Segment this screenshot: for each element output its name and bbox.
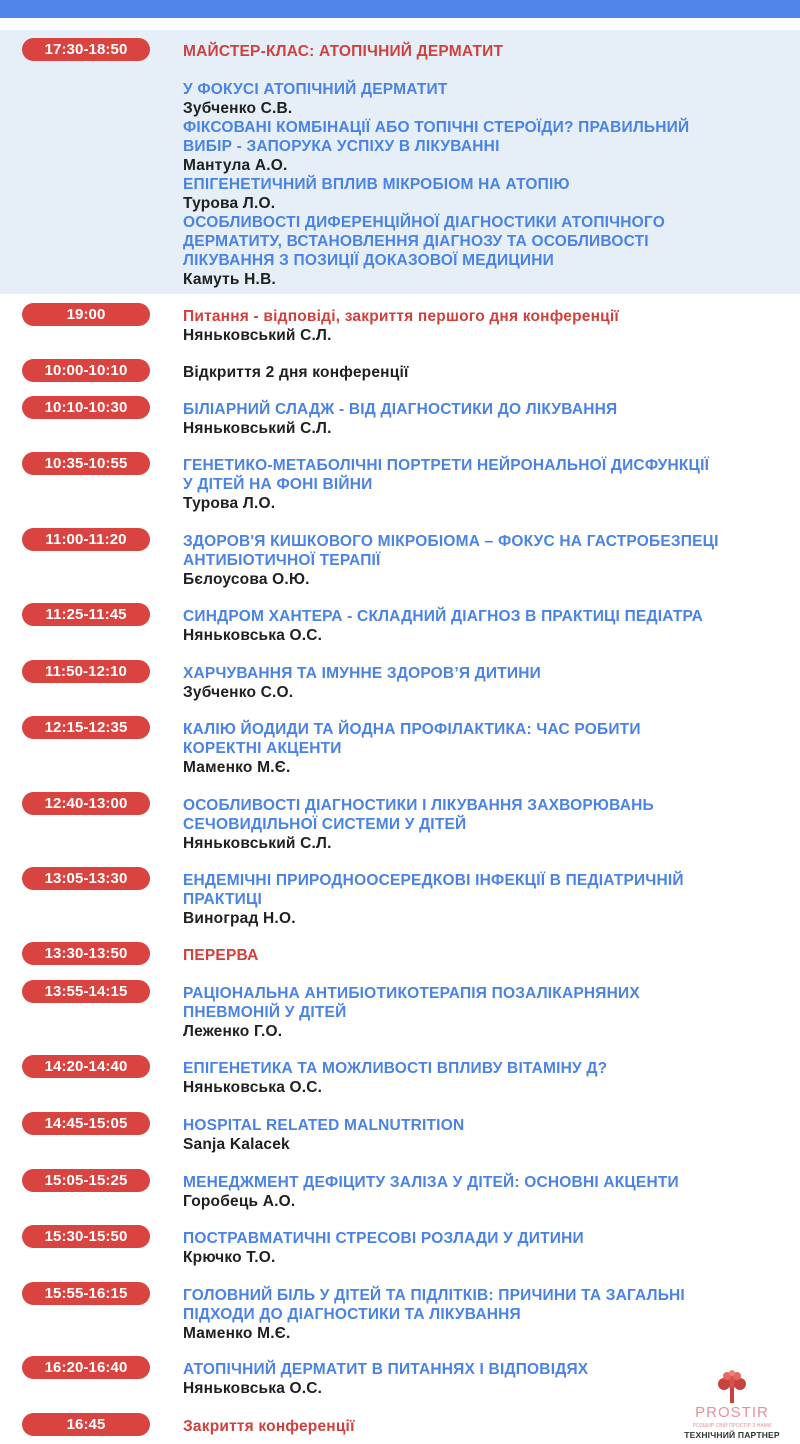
session-speaker: Няньковський С.Л. bbox=[183, 327, 332, 344]
talk-title: ФІКСОВАНІ КОМБІНАЦІЇ АБО ТОПІЧНІ СТЕРОЇДИ? ПРАВИЛЬНИЙ bbox=[183, 119, 690, 136]
session-title: КАЛІЮ ЙОДИДИ ТА ЙОДНА ПРОФІЛАКТИКА: ЧАС РОБИТИ bbox=[183, 721, 641, 738]
session-speaker: Маменко М.Є. bbox=[183, 759, 291, 776]
time-badge: 11:00-11:20 bbox=[22, 528, 150, 551]
session-title: МАЙСТЕР-КЛАС: АТОПІЧНИЙ ДЕРМАТИТ bbox=[183, 43, 504, 60]
session-speaker: Бєлоусова О.Ю. bbox=[183, 571, 310, 588]
session-speaker: Горобець А.О. bbox=[183, 1193, 296, 1210]
talk-title: ОСОБЛИВОСТІ ДИФЕРЕНЦІЙНОЇ ДІАГНОСТИКИ АТОПІЧНОГО bbox=[183, 214, 665, 231]
session-title: АТОПІЧНИЙ ДЕРМАТИТ В ПИТАННЯХ І ВІДПОВІДЯХ bbox=[183, 1361, 589, 1378]
session-title: ГЕНЕТИКО-МЕТАБОЛІЧНІ ПОРТРЕТИ НЕЙРОНАЛЬНОЇ ДИСФУНКЦІЇ bbox=[183, 457, 710, 474]
session-speaker: Турова Л.О. bbox=[183, 495, 276, 512]
session-item bbox=[183, 1173, 791, 1211]
session-title: ПОСТРАВМАТИЧНІ СТРЕСОВІ РОЗЛАДИ У ДИТИНИ bbox=[183, 1230, 584, 1247]
session-item bbox=[183, 1059, 791, 1097]
time-badge: 12:40-13:00 bbox=[22, 792, 150, 815]
session-title: СИНДРОМ ХАНТЕРА - СКЛАДНИЙ ДІАГНОЗ В ПРАКТИЦІ ПЕДІАТРА bbox=[183, 608, 704, 625]
session-title: ОСОБЛИВОСТІ ДІАГНОСТИКИ І ЛІКУВАННЯ ЗАХВОРЮВАНЬ bbox=[183, 797, 654, 814]
session-title: Питання - відповіді, закриття першого дня конференції bbox=[183, 308, 619, 325]
time-badge: 14:20-14:40 bbox=[22, 1055, 150, 1078]
time-badge: 10:35-10:55 bbox=[22, 452, 150, 475]
talk-speaker: Мантула А.О. bbox=[183, 157, 288, 174]
session-item bbox=[183, 1229, 791, 1267]
time-badge: 10:00-10:10 bbox=[22, 359, 150, 382]
time-badge: 14:45-15:05 bbox=[22, 1112, 150, 1135]
session-speaker: Няньковський С.Л. bbox=[183, 835, 332, 852]
talk-speaker: Зубченко С.В. bbox=[183, 100, 293, 117]
session-title: ГОЛОВНИЙ БІЛЬ У ДІТЕЙ ТА ПІДЛІТКІВ: ПРИЧИНИ ТА ЗАГАЛЬНІ bbox=[183, 1287, 685, 1304]
time-badge: 17:30-18:50 bbox=[22, 38, 150, 61]
session-title: КОРЕКТНІ АКЦЕНТИ bbox=[183, 740, 342, 757]
session-speaker: Няньковська О.С. bbox=[183, 1079, 323, 1096]
tree-logo-icon bbox=[712, 1370, 752, 1404]
technical-partner-label: ТЕХНІЧНИЙ ПАРТНЕР bbox=[684, 1430, 780, 1440]
session-masterclass bbox=[183, 42, 791, 289]
session-item bbox=[183, 946, 791, 965]
session-item bbox=[183, 363, 791, 382]
session-item bbox=[183, 607, 791, 645]
time-badge: 13:30-13:50 bbox=[22, 942, 150, 965]
time-badge: 15:30-15:50 bbox=[22, 1225, 150, 1248]
talk-speaker: Турова Л.О. bbox=[183, 195, 276, 212]
time-badge: 19:00 bbox=[22, 303, 150, 326]
session-title: У ДІТЕЙ НА ФОНІ ВІЙНИ bbox=[183, 476, 373, 493]
session-speaker: Леженко Г.О. bbox=[183, 1023, 283, 1040]
session-speaker: Виноград Н.О. bbox=[183, 910, 296, 927]
session-title: ХАРЧУВАННЯ ТА ІМУННЕ ЗДОРОВ’Я ДИТИНИ bbox=[183, 665, 542, 682]
session-title: ЗДОРОВ'Я КИШКОВОГО МІКРОБІОМА – ФОКУС НА ГАСТРОБЕЗПЕЦІ bbox=[183, 533, 719, 550]
session-speaker: Няньковська О.С. bbox=[183, 1380, 323, 1397]
session-speaker: Маменко М.Є. bbox=[183, 1325, 291, 1342]
session-speaker: Sanja Kalacek bbox=[183, 1136, 290, 1153]
time-badge: 16:45 bbox=[22, 1413, 150, 1436]
session-title: ПЕРЕРВА bbox=[183, 947, 259, 964]
time-badge: 15:05-15:25 bbox=[22, 1169, 150, 1192]
session-speaker: Крючко Т.О. bbox=[183, 1249, 276, 1266]
session-speaker: Няньковська О.С. bbox=[183, 627, 323, 644]
session-item bbox=[183, 796, 791, 853]
session-title: ЕНДЕМІЧНІ ПРИРОДНООСЕРЕДКОВІ ІНФЕКЦІЇ В ПЕДІАТРИЧНІЙ bbox=[183, 872, 684, 889]
time-badge: 15:55-16:15 bbox=[22, 1282, 150, 1305]
session-title: АНТИБІОТИЧНОЇ ТЕРАПІЇ bbox=[183, 552, 381, 569]
talk-title: ВИБІР - ЗАПОРУКА УСПІХУ В ЛІКУВАННІ bbox=[183, 138, 500, 155]
session-item bbox=[183, 456, 791, 513]
session-title: ПРАКТИЦІ bbox=[183, 891, 262, 908]
session-title: Відкриття 2 дня конференції bbox=[183, 364, 409, 381]
session-title: ПІДХОДИ ДО ДІАГНОСТИКИ ТА ЛІКУВАННЯ bbox=[183, 1306, 521, 1323]
session-title: HOSPITAL RELATED MALNUTRITION bbox=[183, 1117, 465, 1134]
session-item bbox=[183, 664, 791, 702]
time-badge: 11:25-11:45 bbox=[22, 603, 150, 626]
session-item bbox=[183, 532, 791, 589]
session-item bbox=[183, 1116, 791, 1154]
session-title: МЕНЕДЖМЕНТ ДЕФІЦИТУ ЗАЛІЗА У ДІТЕЙ: ОСНОВНІ АКЦЕНТИ bbox=[183, 1174, 679, 1191]
talk-title: У ФОКУСІ АТОПІЧНИЙ ДЕРМАТИТ bbox=[183, 81, 448, 98]
time-badge: 16:20-16:40 bbox=[22, 1356, 150, 1379]
session-title: БІЛІАРНИЙ СЛАДЖ - ВІД ДІАГНОСТИКИ ДО ЛІКУВАННЯ bbox=[183, 401, 618, 418]
talk-title: ЛІКУВАННЯ З ПОЗИЦІЇ ДОКАЗОВОЇ МЕДИЦИНИ bbox=[183, 252, 554, 269]
session-title: РАЦІОНАЛЬНА АНТИБІОТИКОТЕРАПІЯ ПОЗАЛІКАРНЯНИХ bbox=[183, 985, 640, 1002]
session-speaker: Зубченко С.О. bbox=[183, 684, 294, 701]
top-accent-bar bbox=[0, 0, 800, 18]
session-title: ПНЕВМОНІЙ У ДІТЕЙ bbox=[183, 1004, 347, 1021]
session-speaker: Няньковський С.Л. bbox=[183, 420, 332, 437]
session-item bbox=[183, 400, 791, 438]
session-item bbox=[183, 1286, 791, 1343]
time-badge: 13:05-13:30 bbox=[22, 867, 150, 890]
time-badge: 10:10-10:30 bbox=[22, 396, 150, 419]
talk-title: ДЕРМАТИТУ, ВСТАНОВЛЕННЯ ДІАГНОЗУ ТА ОСОБЛИВОСТІ bbox=[183, 233, 649, 250]
logo-wordmark: PROSTIR bbox=[695, 1404, 769, 1421]
talk-speaker: Камуть Н.В. bbox=[183, 271, 276, 288]
logo-tagline: РОЗШИР СВІЙ ПРОСТІР З НАМИ bbox=[692, 1423, 772, 1429]
prostir-logo bbox=[680, 1370, 784, 1442]
time-badge: 11:50-12:10 bbox=[22, 660, 150, 683]
session-item bbox=[183, 871, 791, 928]
session-item bbox=[183, 984, 791, 1041]
session-item bbox=[183, 307, 791, 345]
session-title: Закриття конференції bbox=[183, 1418, 355, 1435]
session-title: ЕПІГЕНЕТИКА ТА МОЖЛИВОСТІ ВПЛИВУ ВІТАМІНУ Д? bbox=[183, 1060, 608, 1077]
time-badge: 12:15-12:35 bbox=[22, 716, 150, 739]
session-title: СЕЧОВИДІЛЬНОЇ СИСТЕМИ У ДІТЕЙ bbox=[183, 816, 467, 833]
session-item bbox=[183, 720, 791, 777]
talk-title: ЕПІГЕНЕТИЧНИЙ ВПЛИВ МІКРОБІОМ НА АТОПІЮ bbox=[183, 176, 570, 193]
time-badge: 13:55-14:15 bbox=[22, 980, 150, 1003]
